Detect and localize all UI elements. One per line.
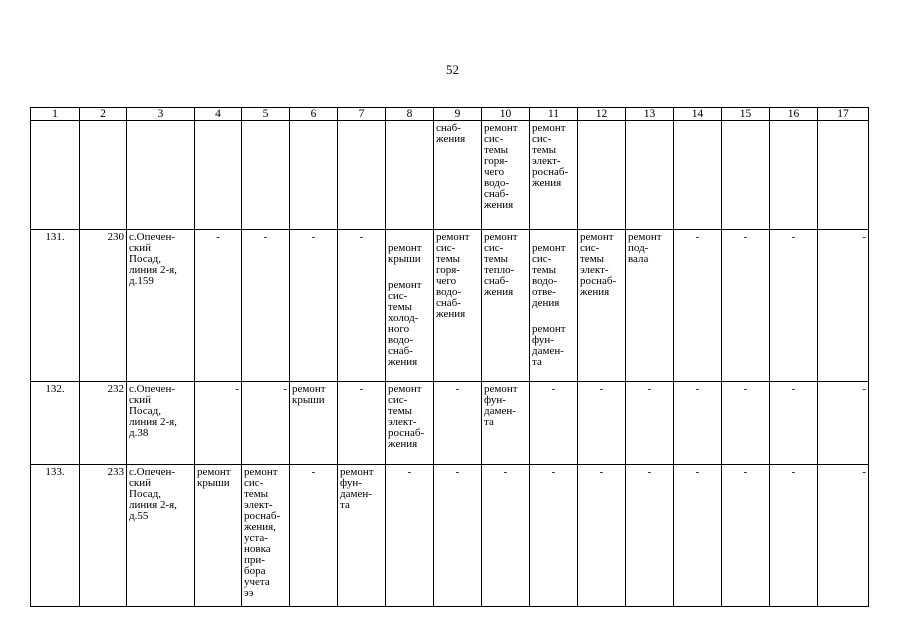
- table-cell: ремонт крыши: [290, 382, 338, 465]
- table-cell: [80, 121, 127, 230]
- header-cell: 4: [195, 108, 242, 121]
- table-cell: [338, 121, 386, 230]
- header-cell: 15: [722, 108, 770, 121]
- table-cell: -: [770, 230, 818, 382]
- table-cell: -: [818, 230, 869, 382]
- table-row: [31, 382, 869, 465]
- table-cell: -: [674, 382, 722, 465]
- table-cell: [818, 121, 869, 230]
- building-id: 232: [80, 382, 127, 465]
- table-cell: -: [386, 465, 434, 607]
- table-row: [31, 465, 869, 607]
- header-cell: 9: [434, 108, 482, 121]
- work-item: ремонт крыши: [388, 242, 422, 265]
- table-cell: -: [482, 465, 530, 607]
- table-cell: [386, 230, 434, 382]
- table-cell: -: [195, 382, 242, 465]
- table-row: [31, 230, 869, 382]
- table-cell: ремонт фун- дамен- та: [482, 382, 530, 465]
- row-number: 133.: [31, 465, 80, 607]
- table-cell: -: [578, 465, 626, 607]
- table-cell: -: [578, 382, 626, 465]
- table-cell: -: [434, 465, 482, 607]
- header-cell: 5: [242, 108, 290, 121]
- table-cell: ремонт сис- темы элект- роснаб- жения: [530, 121, 578, 230]
- table-cell: [195, 121, 242, 230]
- table-cell: снаб- жения: [434, 121, 482, 230]
- table-cell: -: [818, 465, 869, 607]
- table-cell: -: [626, 465, 674, 607]
- table-cell: [626, 121, 674, 230]
- table-cell: [386, 121, 434, 230]
- table-cell: -: [722, 465, 770, 607]
- table-cell: ремонт под- вала: [626, 230, 674, 382]
- work-item: ремонт фун- дамен- та: [532, 323, 566, 368]
- table-cell: -: [722, 230, 770, 382]
- table-cell: [530, 230, 578, 382]
- table-cell: ремонт сис- темы элект- роснаб- жения: [578, 230, 626, 382]
- header-cell: 12: [578, 108, 626, 121]
- table-cell: -: [770, 382, 818, 465]
- table-cell: ремонт сис- темы тепло- снаб- жения: [482, 230, 530, 382]
- header-cell: 2: [80, 108, 127, 121]
- table-cell: ремонт крыши: [195, 465, 242, 607]
- row-number: 132.: [31, 382, 80, 465]
- table-cell: ремонт фун- дамен- та: [338, 465, 386, 607]
- table-cell: -: [770, 465, 818, 607]
- building-id: 233: [80, 465, 127, 607]
- table-cell: [127, 121, 195, 230]
- address-cell: с.Опечен- ский Посад, линия 2-я, д.38: [127, 382, 195, 465]
- building-id: 230: [80, 230, 127, 382]
- header-cell: 13: [626, 108, 674, 121]
- table-cell: ремонт сис- темы горя- чего водо- снаб- жения: [434, 230, 482, 382]
- page-number: 52: [446, 62, 459, 77]
- header-row: [31, 108, 869, 121]
- table-cell: -: [626, 382, 674, 465]
- table-cell: -: [674, 230, 722, 382]
- header-cell: 14: [674, 108, 722, 121]
- continuation-row: [31, 121, 869, 230]
- table-cell: -: [530, 382, 578, 465]
- table-cell: ремонт сис- темы элект- роснаб- жения, уста- новка при- бора учета ээ: [242, 465, 290, 607]
- address-cell: с.Опечен- ский Посад, линия 2-я, д.159: [127, 230, 195, 382]
- table-cell: -: [818, 382, 869, 465]
- header-cell: 8: [386, 108, 434, 121]
- header-cell: 3: [127, 108, 195, 121]
- table-cell: ремонт сис- темы элект- роснаб- жения: [386, 382, 434, 465]
- header-cell: 6: [290, 108, 338, 121]
- table-cell: [770, 121, 818, 230]
- header-cell: 1: [31, 108, 80, 121]
- header-cell: 10: [482, 108, 530, 121]
- header-cell: 7: [338, 108, 386, 121]
- table-cell: -: [530, 465, 578, 607]
- header-cell: 16: [770, 108, 818, 121]
- table-cell: -: [434, 382, 482, 465]
- table-cell: -: [338, 230, 386, 382]
- table-cell: [578, 121, 626, 230]
- table-cell: [674, 121, 722, 230]
- table-cell: -: [242, 230, 290, 382]
- repair-schedule-table: [30, 107, 869, 607]
- header-cell: 11: [530, 108, 578, 121]
- table-cell: -: [338, 382, 386, 465]
- work-item: ремонт сис- темы водо- отве- дения: [532, 242, 566, 309]
- work-item: ремонт сис- темы холод- ного водо- снаб- жения: [388, 279, 422, 368]
- table-cell: -: [722, 382, 770, 465]
- table-cell: ремонт сис- темы горя- чего водо- снаб- жения: [482, 121, 530, 230]
- table-cell: -: [290, 230, 338, 382]
- address-cell: с.Опечен- ский Посад, линия 2-я, д.55: [127, 465, 195, 607]
- table-cell: [722, 121, 770, 230]
- header-cell: 17: [818, 108, 869, 121]
- row-number: 131.: [31, 230, 80, 382]
- table-cell: [242, 121, 290, 230]
- table-cell: -: [674, 465, 722, 607]
- table-cell: -: [242, 382, 290, 465]
- table-cell: -: [195, 230, 242, 382]
- table-cell: [290, 121, 338, 230]
- table-cell: -: [290, 465, 338, 607]
- table-cell: [31, 121, 80, 230]
